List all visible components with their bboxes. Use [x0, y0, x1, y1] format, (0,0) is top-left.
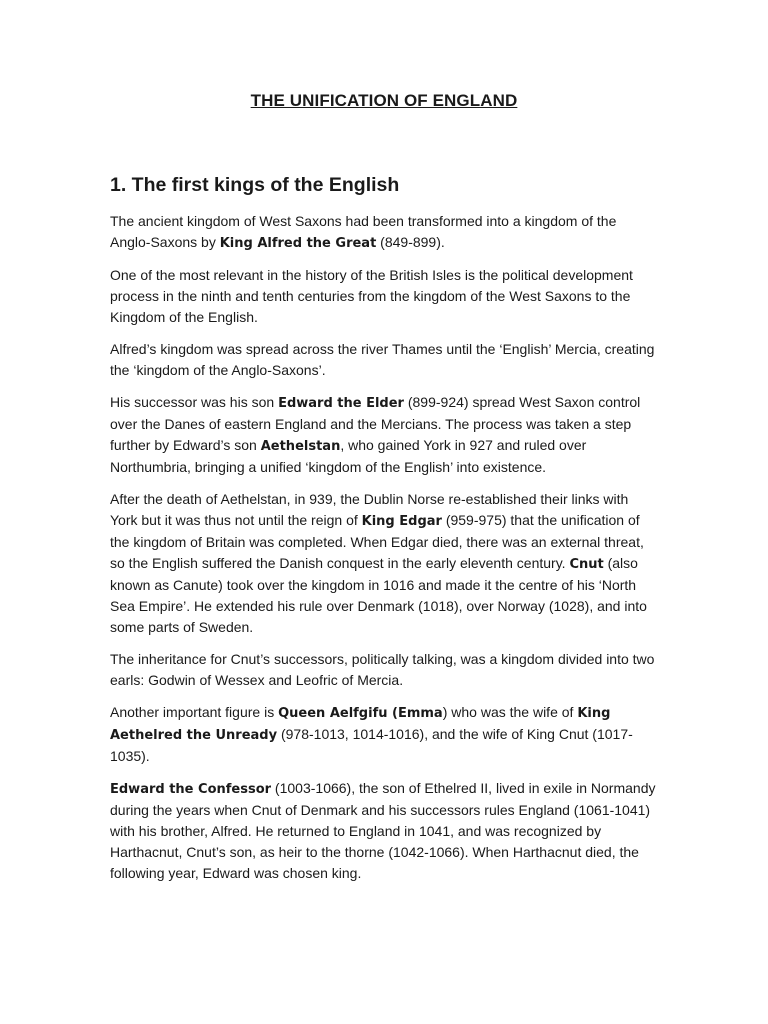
paragraph-6: [110, 649, 658, 691]
text-run: (899-924) spread West Saxon control over the Danes of eastern England and the Mercians. The process was taken a step further by Edward’s son: [110, 394, 641, 453]
text-run: (959-975) that the unification of the kingdom of Britain was completed. When Edgar died, there was an external threat, so the English suffered the Danish conquest in the early eleventh century.: [110, 512, 644, 571]
text-run: One of the most relevant in the history of the British Isles is the political development process in the ninth and tenth centuries from the kingdom of the West Saxons to the Kingdom of the English.: [110, 267, 633, 325]
text-run: (also known as Canute) took over the kingdom in 1016 and made it the centre of his ‘North Sea Empire’. He extended his rule over Denmark (1018), over Norway (1028), and into some parts of Sweden.: [110, 555, 647, 635]
text-run: , who gained York in 927 and ruled over Northumbria, bringing a unified ‘kingdom of the English’ into existence.: [110, 437, 587, 475]
text-run: (978-1013, 1014-1016), and the wife of King Cnut (1017-1035).: [110, 726, 633, 764]
text-run: His successor was his son: [110, 394, 279, 410]
text-run: The inheritance for Cnut’s successors, politically talking, was a kingdom divided into two earls: Godwin of Wessex and Leofric of Mercia.: [110, 651, 655, 688]
text-run: Another important figure is: [110, 704, 279, 720]
bold-name: King Aethelred the Unready: [110, 706, 611, 743]
document-page: [110, 88, 658, 881]
text-run: ) who was the wife of: [442, 704, 578, 720]
bold-name: Edward the Confessor: [110, 782, 272, 797]
paragraph-3: [110, 339, 658, 381]
text-run: (849-899).: [376, 234, 445, 250]
text-run: The ancient kingdom of West Saxons had been transformed into a kingdom of the Anglo-Saxons by: [110, 213, 617, 250]
paragraph-1: [110, 211, 658, 254]
body-text: [110, 211, 658, 895]
bold-name: King Alfred the Great: [219, 236, 377, 251]
bold-name: Edward the Elder: [278, 396, 404, 411]
paragraph-2: [110, 265, 658, 328]
bold-name: King Edgar: [361, 514, 442, 529]
text-run: (1003-1066), the son of Ethelred II, lived in exile in Normandy during the years when Cnut of Denmark and his successors rules England (1061-1041) with his brother, Alfred. He returned to England in 1041, and was recognized by Harthacnut, Cnut’s son, as heir to the thorne (1042-1066). When Harthacnut died, the following year, Edward was chosen king.: [110, 780, 656, 881]
paragraph-5: [110, 489, 658, 638]
section-heading: 1. The first kings of the English: [110, 174, 400, 196]
text-run: Alfred’s kingdom was spread across the river Thames until the ‘English’ Mercia, creating the ‘kingdom of the Anglo-Saxons’.: [110, 341, 655, 378]
bold-name: Aethelstan: [260, 439, 341, 454]
bold-name: Queen Aelfgifu (Emma: [278, 706, 443, 721]
text-run: After the death of Aethelstan, in 939, the Dublin Norse re-established their links with York but it was thus not until the reign of: [110, 491, 629, 528]
bold-name: Cnut: [569, 557, 604, 572]
paragraph-8: [110, 778, 658, 884]
document-title: THE UNIFICATION OF ENGLAND: [250, 91, 518, 110]
paragraph-7: [110, 702, 658, 767]
paragraph-4: [110, 392, 658, 478]
